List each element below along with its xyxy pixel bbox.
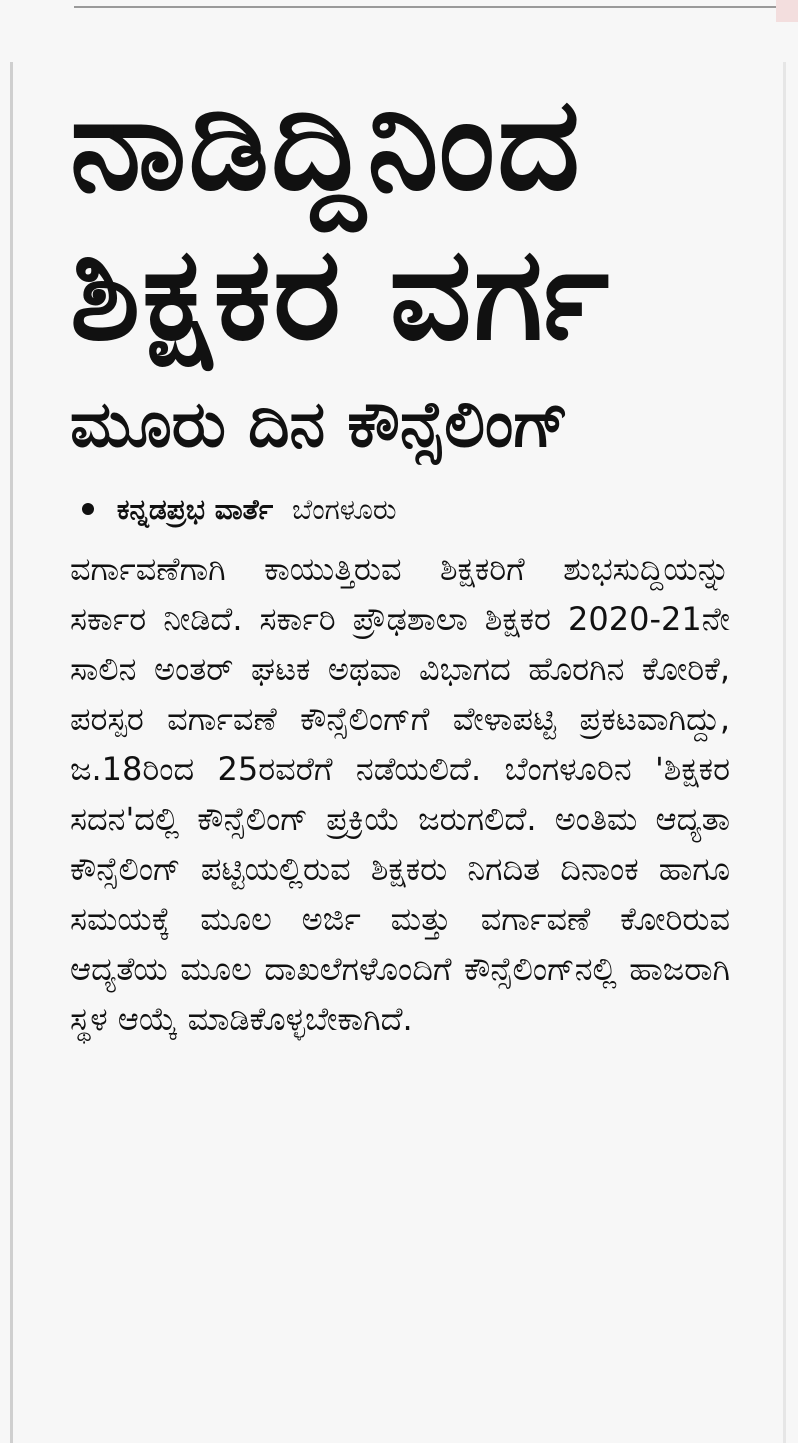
right-column-rule bbox=[783, 62, 786, 1443]
byline-place: ಬೆಂಗಳೂರು bbox=[291, 493, 397, 526]
byline-source: ಕನ್ನಡಪ್ರಭ ವಾರ್ತೆ bbox=[116, 493, 274, 526]
news-article bbox=[70, 70, 730, 1044]
article-body: ವರ್ಗಾವಣೆಗಾಗಿ ಕಾಯುತ್ತಿರುವ ಶಿಕ್ಷಕರಿಗೆ ಶುಭಸುದ್ದಿಯನ್ನು ಸರ್ಕಾರ ನೀಡಿದೆ. ಸರ್ಕಾರಿ ಪ್ರೌಢಶಾಲಾ ಶಿಕ್ಷಕರ 2020-21ನೇ ಸಾಲಿನ ಅಂತರ್ ಘಟಕ ಅಥವಾ ವಿಭಾಗದ ಹೊರಗಿನ ಕೋರಿಕೆ, ಪರಸ್ಪರ ವರ್ಗಾವಣೆ ಕೌನ್ಸೆಲಿಂಗ್‌ಗೆ ವೇಳಾಪಟ್ಟಿ ಪ್ರಕಟವಾಗಿದ್ದು, ಜ.18ರಿಂದ 25ರವರೆಗೆ ನಡೆಯಲಿದೆ. ಬೆಂಗಳೂರಿನ 'ಶಿಕ್ಷಕರ ಸದನ'ದಲ್ಲಿ ಕೌನ್ಸೆಲಿಂಗ್ ಪ್ರಕ್ರಿಯೆ ಜರುಗಲಿದೆ. ಅಂತಿಮ ಆದ್ಯತಾ ಕೌನ್ಸೆಲಿಂಗ್ ಪಟ್ಟಿಯಲ್ಲಿರುವ ಶಿಕ್ಷಕರು ನಿಗದಿತ ದಿನಾಂಕ ಹಾಗೂ ಸಮಯಕ್ಕೆ ಮೂಲ ಅರ್ಜಿ ಮತ್ತು ವರ್ಗಾವಣೆ ಕೋರಿರುವ ಆದ್ಯತೆಯ ಮೂಲ ದಾಖಲೆಗಳೊಂದಿಗೆ ಕೌನ್ಸೆಲಿಂಗ್‌ನಲ್ಲಿ ಹಾಜರಾಗಿ ಸ್ಥಳ ಆಯ್ಕೆ ಮಾಡಿಕೊಳ್ಳಬೇಕಾಗಿದೆ. bbox=[70, 550, 730, 1038]
headline-line-1: ನಾಡಿದ್ದಿನಿಂದ bbox=[70, 70, 582, 219]
subheadline: ಮೂರು ದಿನ ಕೌನ್ಸೆಲಿಂಗ್ bbox=[70, 388, 569, 462]
corner-tint bbox=[776, 0, 798, 22]
bullet-icon bbox=[82, 503, 94, 515]
byline bbox=[70, 490, 730, 530]
headline-line-2: ಶಿಕ್ಷಕರ ವರ್ಗ bbox=[70, 220, 612, 369]
left-column-rule bbox=[10, 62, 13, 1443]
headline bbox=[70, 70, 730, 370]
top-divider-rule bbox=[74, 6, 798, 8]
